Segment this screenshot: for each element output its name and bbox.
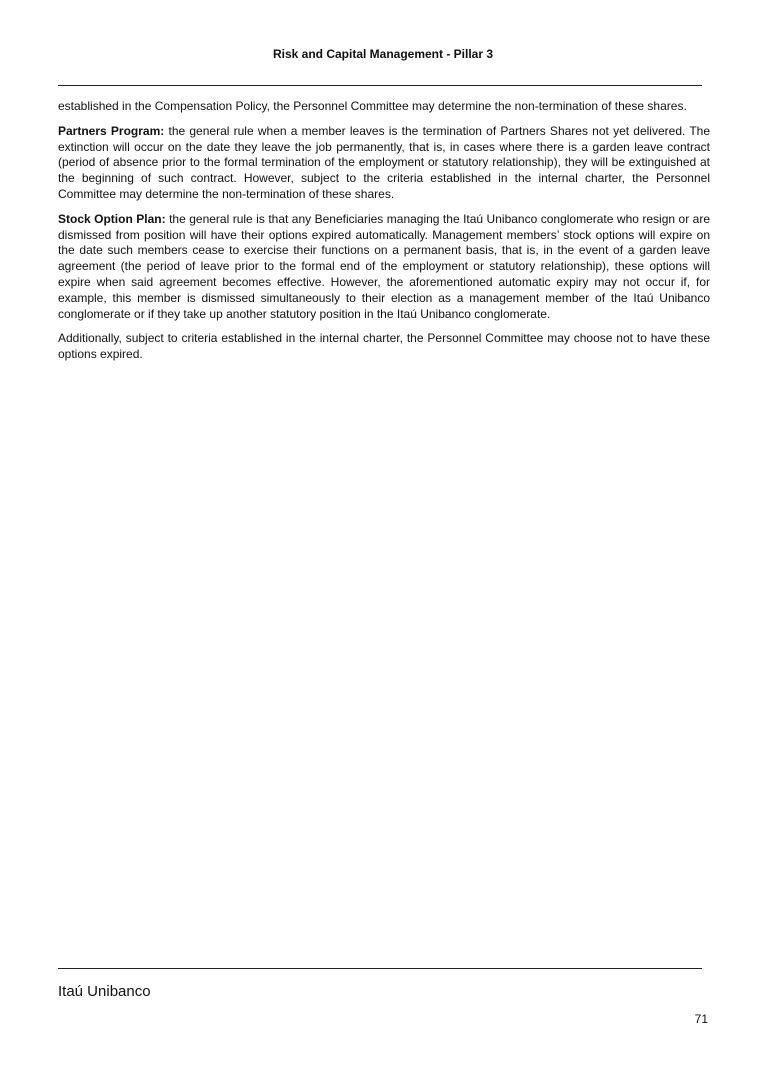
paragraph-additionally [58, 331, 710, 363]
paragraph-text: established in the Compensation Policy, the Personnel Committee may determine the non-termination of these shares. [58, 99, 687, 113]
header-divider [58, 85, 702, 86]
footer-divider [58, 968, 702, 969]
paragraph-text: the general rule is that any Beneficiaries managing the Itaú Unibanco conglomerate who resign or are dismissed from position will have their options expired automatically. Management members’ stock options will expire on the date such members cease to exercise their functions on a permanent basis, that is, in the event of a garden leave agreement (the period of leave prior to the formal end of the employment or statutory relationship), these options will expire when said agreement becomes effective. However, the aforementioned automatic expiry may not occur if, for example, this member is dismissed simultaneously to their election as a management member of the Itaú Unibanco conglomerate or if they take up another statutory position in the Itaú Unibanco conglomerate. [58, 211, 710, 321]
document-body [58, 99, 710, 372]
footer-organization: Itaú Unibanco [58, 983, 151, 1000]
paragraph-stock-option-plan [58, 212, 710, 323]
page-number: 71 [694, 1012, 708, 1026]
page-header-title: Risk and Capital Management - Pillar 3 [272, 47, 494, 61]
partners-program-heading: Partners Program: [58, 123, 165, 138]
paragraph-text: the general rule when a member leaves is the termination of Partners Shares not yet delivered. The extinction will occur on the date they leave the job permanently, that is, in cases where there is a garden leave contract (period of absence prior to the formal termination of the employment or statutory relationship), they will be extinguished at the beginning of such contract. However, subject to the criteria established in the internal charter, the Personnel Committee may determine the non-termination of these shares. [58, 123, 711, 201]
paragraph-compensation-policy [58, 99, 710, 115]
stock-option-plan-heading: Stock Option Plan: [58, 211, 166, 226]
paragraph-partners-program [58, 124, 710, 203]
paragraph-text: Additionally, subject to criteria established in the internal charter, the Personnel Committee may choose not to have these options expired. [58, 331, 710, 362]
